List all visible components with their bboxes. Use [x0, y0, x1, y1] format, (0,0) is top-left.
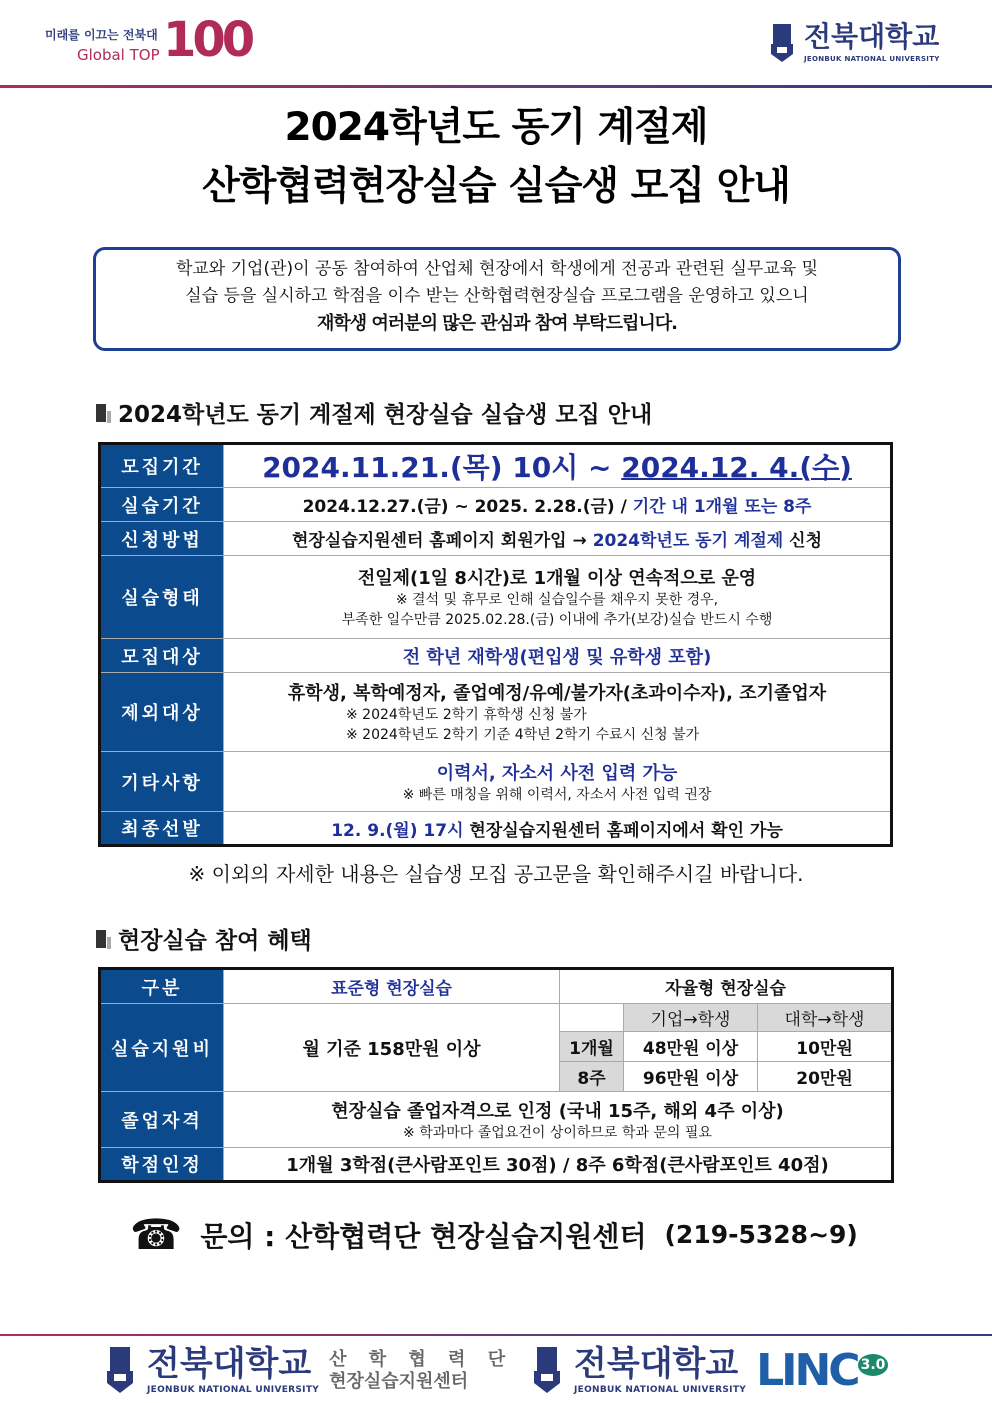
bullet-icon [96, 404, 106, 422]
linc-text: LINC [756, 1345, 858, 1396]
note: ※ 빠른 매칭을 위해 이력서, 자소서 사전 입력 권장 [402, 786, 712, 803]
jbnu-logo [768, 22, 940, 64]
credit: 1개월 3학점(큰사람포인트 30점) / 8주 6학점(큰사람포인트 40점) [224, 1148, 893, 1182]
row-label: 모집기간 [100, 444, 224, 488]
row-label: 모집대상 [100, 639, 224, 673]
row-label: 제외대상 [100, 673, 224, 752]
text-blue: 2024학년도 동기 계절제 [592, 531, 784, 551]
intro-line3: 재학생 여러분의 많은 관심과 참여 부탁드립니다. [317, 313, 677, 334]
grad-qualification [224, 1092, 893, 1148]
note: ※ 2024학년도 2학기 기준 4학년 2학기 수료시 신청 불가 [346, 727, 700, 743]
univ-eng: JEONBUK NATIONAL UNIVERSITY [804, 55, 940, 63]
text-blue: 12. 9.(월) 17시 [331, 820, 464, 841]
notice-text: ※ 이외의 자세한 내용은 실습생 모집 공고문을 확인해주시길 바랍니다. [188, 862, 804, 886]
header-divider [0, 85, 992, 88]
university-emblem-icon [768, 22, 796, 64]
text: 현장실습 졸업자격으로 인정 (국내 15주, 해외 4주 이상) [331, 1100, 784, 1122]
recruit-end: 2024.12. 4.(수) [621, 451, 852, 484]
univ-cell: 10만원 [758, 1032, 893, 1062]
telephone-icon: ☎ [130, 1210, 183, 1259]
apply-method [224, 522, 892, 556]
row-label: 졸업자격 [100, 1092, 224, 1148]
org-name: 산 학 협 력 단 [329, 1349, 514, 1370]
text: 2024.12.27.(금) ~ 2025. 2.28.(금) / [302, 497, 627, 517]
contact [130, 1210, 858, 1259]
practice-type [224, 556, 892, 639]
footer-logo-right [530, 1345, 888, 1397]
row-label: 실습지원비 [100, 1004, 224, 1092]
text: 휴학생, 복학예정자, 졸업예정/유예/불가자(초과이수자), 조기졸업자 [287, 683, 827, 704]
univ-name: 전북대학교 [574, 1344, 739, 1384]
col-self: 자율형 현장실습 [560, 969, 893, 1004]
univ-eng: JEONBUK NATIONAL UNIVERSITY [574, 1385, 747, 1395]
bullet-icon [96, 930, 106, 948]
slogan-global: Global TOP [77, 46, 160, 64]
univ-eng: JEONBUK NATIONAL UNIVERSITY [147, 1385, 320, 1395]
col-label: 구분 [100, 969, 224, 1004]
row-label: 최종선발 [100, 812, 224, 846]
sub-univ: 대학→학생 [758, 1004, 893, 1032]
text-blue: 기간 내 1개월 또는 8주 [632, 497, 812, 517]
text: 현장실습지원센터 홈페이지 회원가입 → [292, 531, 587, 551]
col-standard: 표준형 현장실습 [224, 969, 560, 1004]
university-emblem-icon [103, 1345, 137, 1397]
title-line2: 산학협력현장실습 실습생 모집 안내 [202, 164, 790, 209]
company-cell: 96만원 이상 [624, 1062, 758, 1092]
univ-cell: 20만원 [758, 1062, 893, 1092]
contact-phone: (219-5328~9) [664, 1220, 858, 1249]
section1-title: 2024학년도 동기 계절제 현장실습 실습생 모집 안내 [118, 402, 653, 428]
period-cell: 1개월 [560, 1032, 624, 1062]
standard-support: 월 기준 158만원 이상 [224, 1004, 560, 1092]
section2-title: 현장실습 참여 혜택 [118, 928, 312, 954]
global-top100-logo [45, 12, 252, 68]
text-blue: 이력서, 자소서 사전 입력 가능 [436, 762, 678, 784]
sub-company: 기업→학생 [624, 1004, 758, 1032]
row-label: 실습형태 [100, 556, 224, 639]
linc-version: 3.0 [858, 1354, 889, 1376]
exclude [224, 673, 892, 752]
linc-logo [756, 1345, 888, 1396]
center-name: 현장실습지원센터 [329, 1371, 469, 1392]
title-line1: 2024학년도 동기 계절제 [284, 105, 708, 150]
univ-name: 전북대학교 [147, 1344, 312, 1384]
practice-period [224, 488, 892, 522]
note: ※ 결석 및 휴무로 인해 실습일수를 채우지 못한 경우, [395, 592, 719, 608]
footer-logo-left [103, 1345, 513, 1397]
etc [224, 752, 892, 812]
benefit-table [98, 967, 894, 1183]
note: 부족한 일수만큼 2025.02.28.(금) 이내에 추가(보강)실습 반드시 수행 [341, 612, 773, 628]
contact-text: 문의 : 산학협력단 현장실습지원센터 [200, 1219, 647, 1253]
final-selection [224, 812, 892, 846]
row-label: 기타사항 [100, 752, 224, 812]
recruit-period [224, 444, 892, 488]
row-label: 신청방법 [100, 522, 224, 556]
text: 전일제(1일 8시간)로 1개월 이상 연속적으로 운영 [357, 568, 757, 589]
text: 신청 [789, 531, 822, 551]
university-emblem-icon [530, 1345, 564, 1397]
sep: ~ [588, 451, 612, 484]
recruit-start: 2024.11.21.(목) 10시 [262, 451, 579, 484]
company-cell: 48만원 이상 [624, 1032, 758, 1062]
recruit-table [98, 442, 893, 847]
section1-heading [96, 396, 652, 429]
slogan-number: 100 [163, 12, 252, 68]
intro-line1: 학교와 기업(관)이 공동 참여하여 산업체 현장에서 학생에게 전공과 관련된 실무교육 및 [175, 259, 819, 279]
intro-box [93, 247, 901, 351]
row-label: 실습기간 [100, 488, 224, 522]
note: ※ 학과마다 졸업요건이 상이하므로 학과 문의 필요 [403, 1124, 712, 1141]
footer-divider [0, 1334, 992, 1336]
note: ※ 2024학년도 2학기 휴학생 신청 불가 [346, 707, 587, 723]
slogan-text: 미래를 이끄는 전북대 [45, 28, 158, 42]
text: 현장실습지원센터 홈페이지에서 확인 가능 [469, 820, 783, 841]
period-cell: 8주 [560, 1062, 624, 1092]
row-label: 학점인정 [100, 1148, 224, 1182]
empty-cell [560, 1004, 624, 1032]
section2-heading [96, 922, 312, 955]
univ-name: 전북대학교 [804, 20, 940, 53]
intro-line2: 실습 등을 실시하고 학점을 이수 받는 산학협력현장실습 프로그램을 운영하고 있으니 [185, 286, 809, 306]
target: 전 학년 재학생(편입생 및 유학생 포함) [224, 639, 892, 673]
